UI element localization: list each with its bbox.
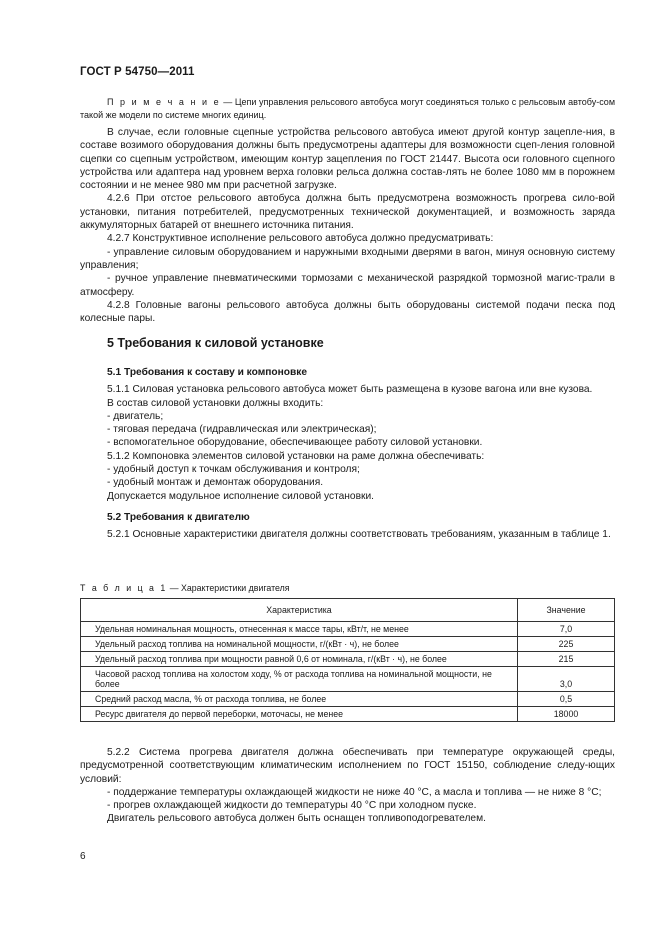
subsection-heading: 5.1 Требования к составу и компоновке bbox=[107, 367, 308, 378]
table-row bbox=[81, 637, 615, 652]
column-header: Значение bbox=[518, 599, 615, 622]
table-caption bbox=[80, 583, 290, 593]
table-cell: Средний расход масла, % от расхода топлива, не более bbox=[81, 692, 518, 707]
page-number: 6 bbox=[80, 851, 86, 862]
paragraph: Допускается модульное исполнение силовой установки. bbox=[107, 490, 374, 502]
paragraph: В случае, если головные сцепные устройства рельсового автобуса имеют другой контур зацепле-ния, в составе возимого оборудования должны быть предусмотрены адаптеры для возможности сцеп-ления головной сцепки со сцепным устройством, имеющим контур зацепления по ГОСТ 21447. Высота оси головного сцепного устройства или адаптера над уровнем верха головки рельса должна состав-лять не более 1080 мм в порожнем состоянии и не менее 980 мм при расчетной загрузке. bbox=[80, 127, 615, 192]
table-cell: 0,5 bbox=[518, 692, 615, 707]
table-cell: Удельная номинальная мощность, отнесенная к массе тары, кВт/т, не менее bbox=[81, 622, 518, 637]
paragraph: Двигатель рельсового автобуса должен быть оснащен топливоподогревателем. bbox=[107, 813, 486, 825]
section522-body bbox=[80, 746, 615, 826]
table-cell: 3,0 bbox=[518, 667, 615, 692]
table-cell: Часовой расход топлива на холостом ходу, % от расхода топлива на номинальной мощности, не более bbox=[81, 667, 518, 692]
paragraph: 5.1.2 Компоновка элементов силовой установки на раме должна обеспечивать: bbox=[107, 450, 485, 462]
list-item: - удобный монтаж и демонтаж оборудования. bbox=[107, 477, 324, 489]
list-item: - вспомогательное оборудование, обеспечивающее работу силовой установки. bbox=[107, 437, 483, 449]
table-row bbox=[81, 667, 615, 692]
column-header: Характеристика bbox=[81, 599, 518, 622]
engine-characteristics-table bbox=[80, 598, 615, 722]
table-caption-text: — Характеристики двигателя bbox=[167, 583, 290, 593]
table-row bbox=[81, 622, 615, 637]
paragraph: 4.2.6 При отстое рельсового автобуса должна быть предусмотрена возможность прогрева сило-вой установки, питания потребителей, предусмотренных технической документацией, и возможность заряда аккумуляторных батарей от внешнего источника питания. bbox=[80, 193, 615, 232]
section4-continuation bbox=[80, 126, 615, 325]
note-label: П р и м е ч а н и е bbox=[107, 97, 221, 107]
table-row bbox=[81, 652, 615, 667]
paragraph: В состав силовой установки должны входить: bbox=[107, 397, 324, 409]
note-block bbox=[80, 96, 615, 121]
section-heading: 5 Требования к силовой установке bbox=[107, 336, 324, 350]
table-header-row bbox=[81, 599, 615, 622]
paragraph: 5.1.1 Силовая установка рельсового автобуса может быть размещена в кузове вагона или вне кузова. bbox=[107, 384, 593, 396]
paragraph: 4.2.7 Конструктивное исполнение рельсового автобуса должно предусматривать: bbox=[107, 233, 494, 245]
subsection-heading: 5.2 Требования к двигателю bbox=[107, 511, 250, 523]
table-cell: Удельный расход топлива на номинальной мощности, г/(кВт · ч), не более bbox=[81, 637, 518, 652]
list-item: - управление силовым оборудованием и наружными входными дверями в вагон, минуя основную систему управления; bbox=[80, 246, 615, 271]
list-item: - прогрев охлаждающей жидкости до температуры 40 °С при холодном пуске. bbox=[107, 800, 477, 812]
document-header: ГОСТ Р 54750—2011 bbox=[80, 66, 195, 78]
section5-body bbox=[80, 366, 615, 542]
table-row bbox=[81, 707, 615, 722]
table-row bbox=[81, 692, 615, 707]
table-cell: 215 bbox=[518, 652, 615, 667]
list-item: - удобный доступ к точкам обслуживания и контроля; bbox=[107, 464, 360, 476]
list-item: - ручное управление пневматическими тормозами с механической разрядкой тормозной магис-трали в атмосферу. bbox=[80, 273, 615, 298]
table-cell: 225 bbox=[518, 637, 615, 652]
list-item: - поддержание температуры охлаждающей жидкости не ниже 40 °С, а масла и топлива — не ниже 8 °С; bbox=[107, 786, 602, 798]
paragraph: 4.2.8 Головные вагоны рельсового автобуса должны быть оборудованы системой подачи песка под колесные пары. bbox=[80, 299, 615, 325]
paragraph: 5.2.1 Основные характеристики двигателя должны соответствовать требованиям, указанным в таблице 1. bbox=[107, 529, 611, 541]
note-text: — Цепи управления рельсового автобуса могут соединяться только с рельсовым автобу-сом такой же модели по системе многих единиц. bbox=[80, 97, 616, 120]
table-cell: Ресурс двигателя до первой переборки, моточасы, не менее bbox=[81, 707, 518, 722]
table-cell: Удельный расход топлива при мощности равной 0,6 от номинала, г/(кВт · ч), не более bbox=[81, 652, 518, 667]
list-item: - тяговая передача (гидравлическая или электрическая); bbox=[107, 424, 377, 436]
paragraph: 5.2.2 Система прогрева двигателя должна обеспечивать при температуре окружающей среды, предусмотренной соответствующим климатическим исполнением по ГОСТ 15150, соблюдение следу-ющих условий: bbox=[80, 747, 615, 785]
table-cell: 7,0 bbox=[518, 622, 615, 637]
table-caption-label: Т а б л и ц а 1 bbox=[80, 583, 168, 593]
note-paragraph bbox=[80, 96, 615, 121]
list-item: - двигатель; bbox=[107, 410, 164, 422]
table-cell: 18000 bbox=[518, 707, 615, 722]
